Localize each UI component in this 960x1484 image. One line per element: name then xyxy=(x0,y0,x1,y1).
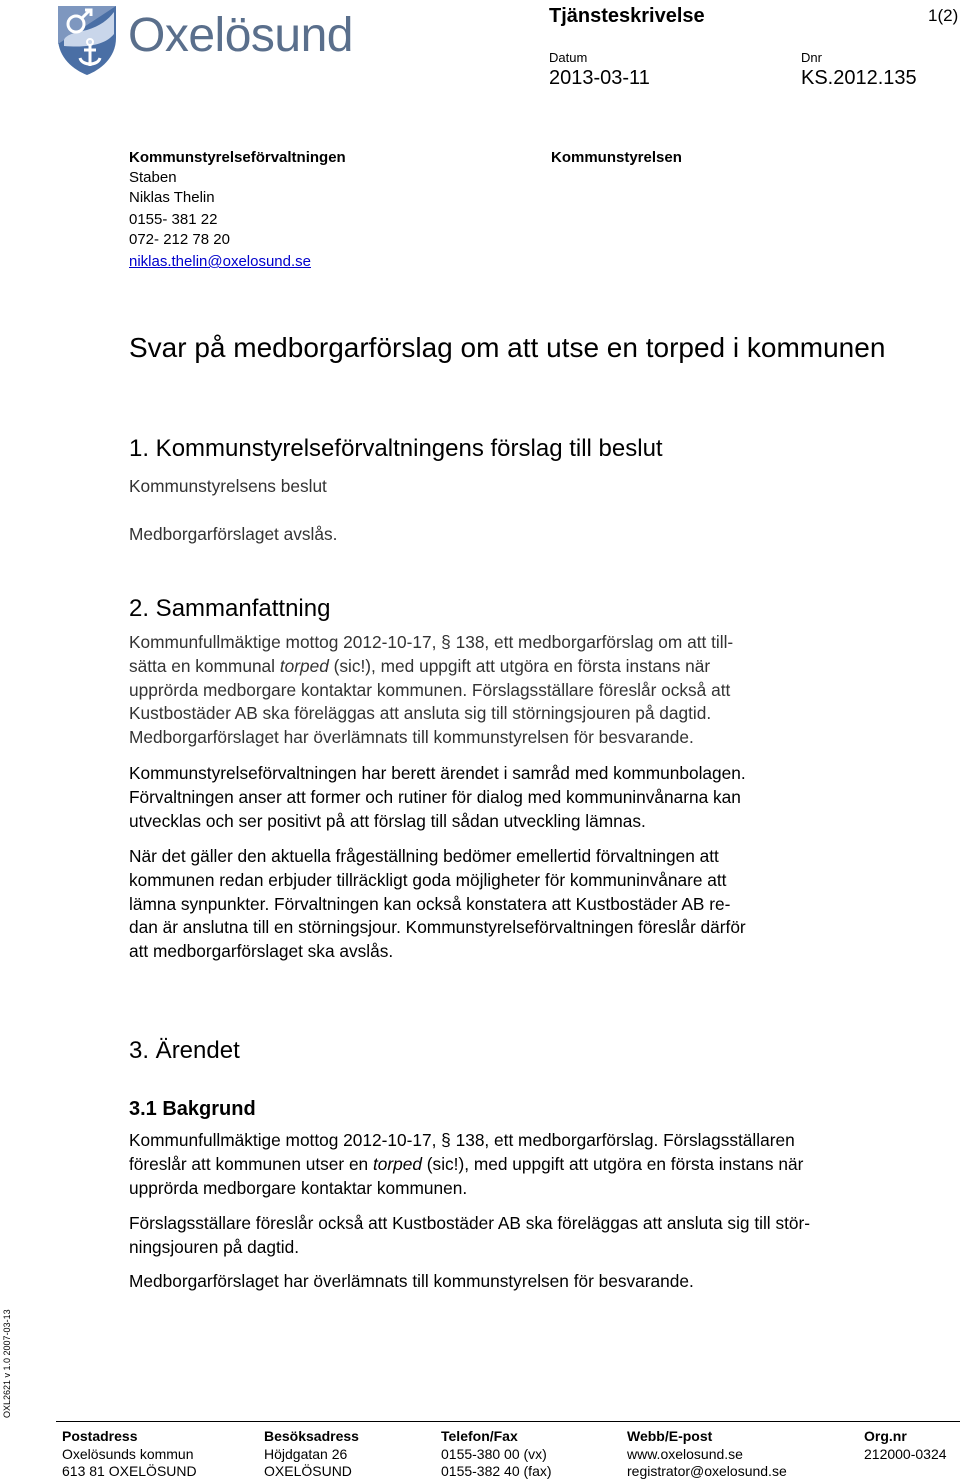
page-number: 1(2) xyxy=(928,6,959,25)
section-3-paragraph-2 xyxy=(129,1212,959,1260)
section-3-heading: 3. Ärendet xyxy=(129,1037,240,1064)
footer-line: OXELÖSUND xyxy=(264,1463,352,1479)
document-type: Tjänsteskrivelse xyxy=(549,5,705,27)
text-line: Kommunstyrelseförvaltningen har berett ärendet i samråd med kommunbolagen. xyxy=(129,763,746,783)
text-line: dan är anslutna till en störningsjour. Kommunstyrelseförvaltningen föreslår därför xyxy=(129,917,746,938)
text-line: lämna synpunkter. Förvaltningen kan också konstatera att Kustbostäder AB re- xyxy=(129,893,731,914)
document-title: Svar på medborgarförslag om att utse en torped i kommunen xyxy=(129,332,886,363)
section-3-paragraph-3: Medborgarförslaget har överlämnats till kommunstyrelsen för besvarande. xyxy=(129,1271,694,1291)
footer-postadress xyxy=(62,1428,197,1481)
footer-heading: Telefon/Fax xyxy=(441,1428,518,1444)
footer-heading: Postadress xyxy=(62,1428,138,1444)
section-1-heading: 1. Kommunstyrelseförvaltningens förslag till beslut xyxy=(129,435,663,462)
footer-line: 212000-0324 xyxy=(864,1445,947,1462)
footer-heading: Webb/E-post xyxy=(627,1428,713,1444)
text-line: Förslagsställare föreslår också att Kustbostäder AB ska föreläggas att ansluta sig till stör- xyxy=(129,1213,811,1233)
text-span: (sic!), med uppgift att utgöra en första instans när xyxy=(328,655,711,676)
section-2-heading: 2. Sammanfattning xyxy=(129,595,331,622)
text-line: ningsjouren på dagtid. xyxy=(129,1236,300,1257)
section-2-paragraph-2 xyxy=(129,762,959,833)
footer-webb xyxy=(627,1428,787,1481)
text-line: upprörda medborgare kontaktar kommunen. xyxy=(129,1177,468,1198)
footer-heading: Org.nr xyxy=(864,1428,907,1444)
footer-heading: Besöksadress xyxy=(264,1428,359,1444)
text-line: att medborgarförslaget ska avslås. xyxy=(129,941,394,962)
sender-block xyxy=(129,148,346,272)
dnr-label: Dnr xyxy=(801,50,822,65)
footer-email-link[interactable]: registrator@oxelosund.se xyxy=(627,1463,787,1479)
sender-name: Niklas Thelin xyxy=(129,189,215,206)
text-line xyxy=(129,1153,959,1177)
margin-code-text: OXL2621 v 1.0 2007-03-13 xyxy=(2,1309,12,1418)
oxelosund-logo-shield-icon xyxy=(56,4,118,76)
text-line: Kommunfullmäktige mottog 2012-10-17, § 138, ett medborgarförslag om att till- xyxy=(129,632,734,652)
footer-line: 0155-382 40 (fax) xyxy=(441,1463,552,1479)
text-line: utvecklas och ser positivt på att förslag till sådan utveckling lämnas. xyxy=(129,810,646,831)
footer-orgnr xyxy=(864,1428,947,1463)
date-label: Datum xyxy=(549,50,588,65)
section-1-text: Medborgarförslaget avslås. xyxy=(129,524,338,544)
sender-dept: Staben xyxy=(129,169,177,186)
sender-phone: 0155- 381 22 xyxy=(129,211,218,228)
text-line: Medborgarförslaget har överlämnats till kommunstyrelsen för besvarande. xyxy=(129,727,694,748)
footer-divider xyxy=(56,1421,960,1422)
date-value: 2013-03-11 xyxy=(549,67,650,89)
sender-mobile: 072- 212 78 20 xyxy=(129,231,230,248)
text-line xyxy=(129,655,959,679)
text-line: upprörda medborgare kontaktar kommunen. Förslagsställare föreslår också att xyxy=(129,679,731,700)
dnr-value: KS.2012.135 xyxy=(801,67,917,89)
text-line: kommunen redan erbjuder tillräckligt goda möjligheter för kommuninvånare att xyxy=(129,869,727,890)
text-span: (sic!), med uppgift att utgöra en första instans när xyxy=(422,1153,804,1174)
footer-telefon xyxy=(441,1428,552,1481)
text-line: Förvaltningen anser att former och rutiner för dialog med kommuninvånarna kan xyxy=(129,786,741,807)
text-line: Kustbostäder AB ska föreläggas att ansluta sig till störningsjouren på dagtid. xyxy=(129,703,712,724)
footer-line: Oxelösunds kommun xyxy=(62,1445,194,1462)
emphasis: torped xyxy=(372,1153,422,1174)
section-2-paragraph-3 xyxy=(129,845,959,964)
recipient: Kommunstyrelsen xyxy=(551,149,682,166)
text-line: Kommunfullmäktige mottog 2012-10-17, § 138, ett medborgarförslag. Förslagsställaren xyxy=(129,1130,795,1150)
footer-line: 0155-380 00 (vx) xyxy=(441,1445,547,1462)
sender-org: Kommunstyrelseförvaltningen xyxy=(129,149,346,166)
section-3-paragraph-1 xyxy=(129,1129,959,1200)
section-2-paragraph-1 xyxy=(129,631,959,750)
section-3-1-heading: 3.1 Bakgrund xyxy=(129,1098,256,1120)
footer-line: 613 81 OXELÖSUND xyxy=(62,1463,197,1479)
text-span: sätta en kommunal xyxy=(129,655,280,676)
text-line: När det gäller den aktuella frågeställning bedömer emellertid förvaltningen att xyxy=(129,846,719,866)
footer-line: Höjdgatan 26 xyxy=(264,1445,348,1462)
logo-wordmark: Oxelösund xyxy=(128,9,353,62)
text-span: föreslår att kommunen utser en xyxy=(129,1153,373,1174)
footer-besoksadress xyxy=(264,1428,359,1481)
footer-website-link[interactable]: www.oxelosund.se xyxy=(627,1445,743,1462)
sender-email-link[interactable]: niklas.thelin@oxelosund.se xyxy=(129,253,311,270)
margin-form-code xyxy=(0,1300,14,1420)
section-1-subheading: Kommunstyrelsens beslut xyxy=(129,476,327,496)
emphasis: torped xyxy=(279,655,329,676)
